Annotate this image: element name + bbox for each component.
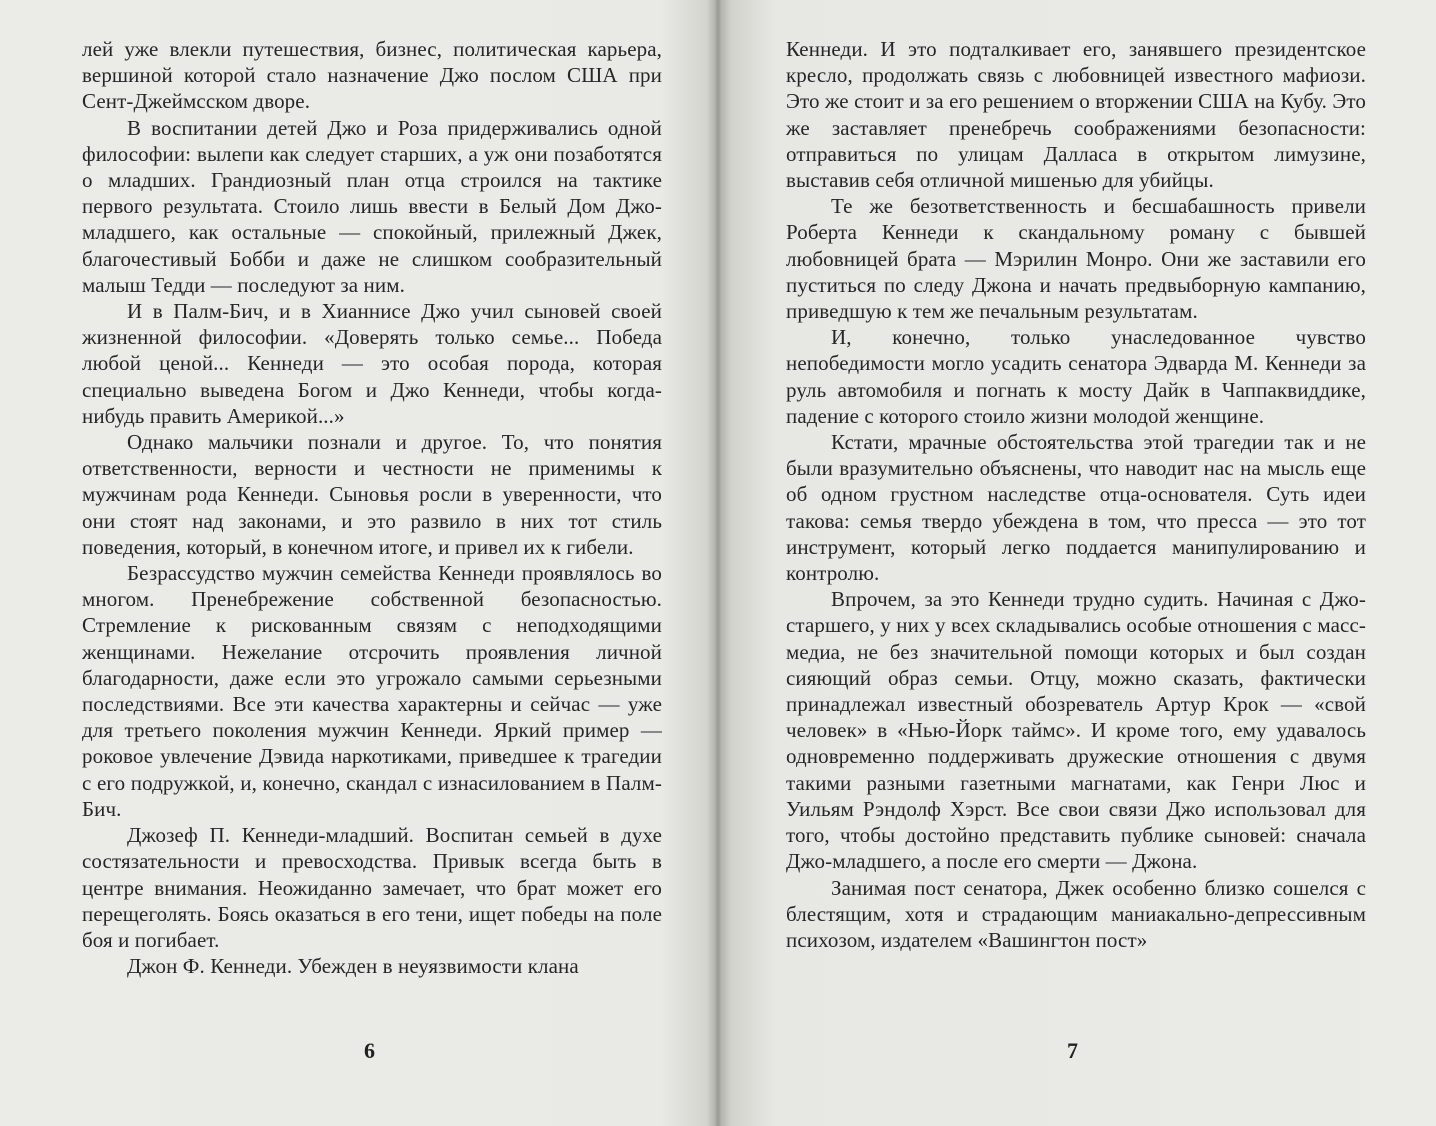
paragraph: Кеннеди. И это подталкивает его, занявшего президентское кресло, продолжать связь с любовницей известного мафиози. Это же стоит и за его решением о вторжении США на Кубу. Это же заставляет пренебречь соображениями безопасности: отправиться по улицам Далласа в открытом лимузине, выставив себя отличной мишенью для убийцы. [786,37,1366,193]
paragraph: Кстати, мрачные обстоятельства этой трагедии так и не были вразумительно объяснены, что наводит нас на мысль еще об одном грустном наследстве отца-основателя. Суть идеи такова: семья твердо убеждена в том, что пресса — это тот инструмент, который легко поддается манипулированию и контролю. [786,430,1366,586]
paragraph: Безрассудство мужчин семейства Кеннеди проявлялось во многом. Пренебрежение собственной безопасностью. Стремление к рискованным связям с неподходящими женщинами. Нежелание отсрочить проявления личной благодарности, даже если это угрожало самыми серьезными последствиями. Все эти качества характерны и сейчас — уже для третьего поколения мужчин Кеннеди. Яркий пример — роковое увлечение Дэвида наркотиками, приведшее к трагедии с его подружкой, и, конечно, скандал с изнасилованием в Палм-Бич. [82,561,662,821]
paragraph: В воспитании детей Джо и Роза придерживались одной философии: вылепи как следует старших, а уж они позаботятся о младших. Грандиозный план отца строился на тактике первого результата. Стоило лишь ввести в Белый Дом Джо-младшего, как остальные — спокойный, прилежный Джек, благочестивый Бобби и даже не слишком сообразительный малыш Тедди — последуют за ним. [82,115,662,297]
paragraph: Джозеф П. Кеннеди-младший. Воспитан семьей в духе состязательности и превосходства. Привык всегда быть в центре внимания. Неожиданно замечает, что брат может его перещеголять. Боясь оказаться в его тени, ищет победы на поле боя и погибает. [82,823,662,952]
page-number-left: 6 [364,1038,375,1063]
paragraph: лей уже влекли путешествия, бизнес, политическая карьера, вершиной которой стало назначение Джо послом США при Сент-Джеймсском дворе. [82,37,662,114]
paragraph: Однако мальчики познали и другое. То, что понятия ответственности, верности и честности не применимы к мужчинам рода Кеннеди. Сыновья росли в уверенности, что они стоят над законами, и это развило в них тот стиль поведения, который, в конечном итоге, и привел их к гибели. [82,430,662,559]
paragraph: Те же безответственность и бесшабашность привели Роберта Кеннеди к скандальному роману с бывшей любовницей брата — Мэрилин Монро. Они же заставили его пуститься по следу Джона и начать предвыборную кампанию, приведшую к тем же печальным результатам. [786,194,1366,324]
paragraph: Впрочем, за это Кеннеди трудно судить. Начиная с Джо-старшего, у них у всех складывались особые отношения с масс-медиа, не без значительной помощи которых и был создан сияющий образ семьи. Отцу, можно сказать, фактически принадлежал известный обозреватель Артур Крок — «свой человек» в «Нью-Йорк таймс». И кроме того, ему удавалось одновременно поддерживать дружеские отношения с двумя такими разными газетными магнатами, как Генри Люс и Уильям Рэндолф Хэрст. Все свои связи Джо использовал для того, чтобы достойно представить публике сыновей: сначала Джо-младшего, а после его смерти — Джона. [786,587,1366,874]
paragraph: Занимая пост сенатора, Джек особенно близко сошелся с блестящим, хотя и страдающим маниакально-депрессивным психозом, издателем «Вашингтон пост» [786,875,1366,952]
left-page-text [82,36,662,979]
left-page [82,36,662,979]
right-page [786,36,1366,953]
right-page-text [786,36,1366,953]
paragraph: И в Палм-Бич, и в Хианнисе Джо учил сыновей своей жизненной философии. «Доверять только семье... Победа любой ценой... Кеннеди — это особая порода, которая специально выведена Богом и Джо Кеннеди, чтобы когда-нибудь править Америкой...» [82,299,662,428]
paragraph: И, конечно, только унаследованное чувство непобедимости могло усадить сенатора Эдварда М. Кеннеди за руль автомобиля и погнать к мосту Дайк в Чаппаквиддике, падение с которого стоило жизни молодой женщине. [786,325,1366,428]
paragraph: Джон Ф. Кеннеди. Убежден в неуязвимости клана [127,954,579,979]
page-number-right: 7 [1067,1038,1078,1063]
book-fold [714,0,722,1126]
